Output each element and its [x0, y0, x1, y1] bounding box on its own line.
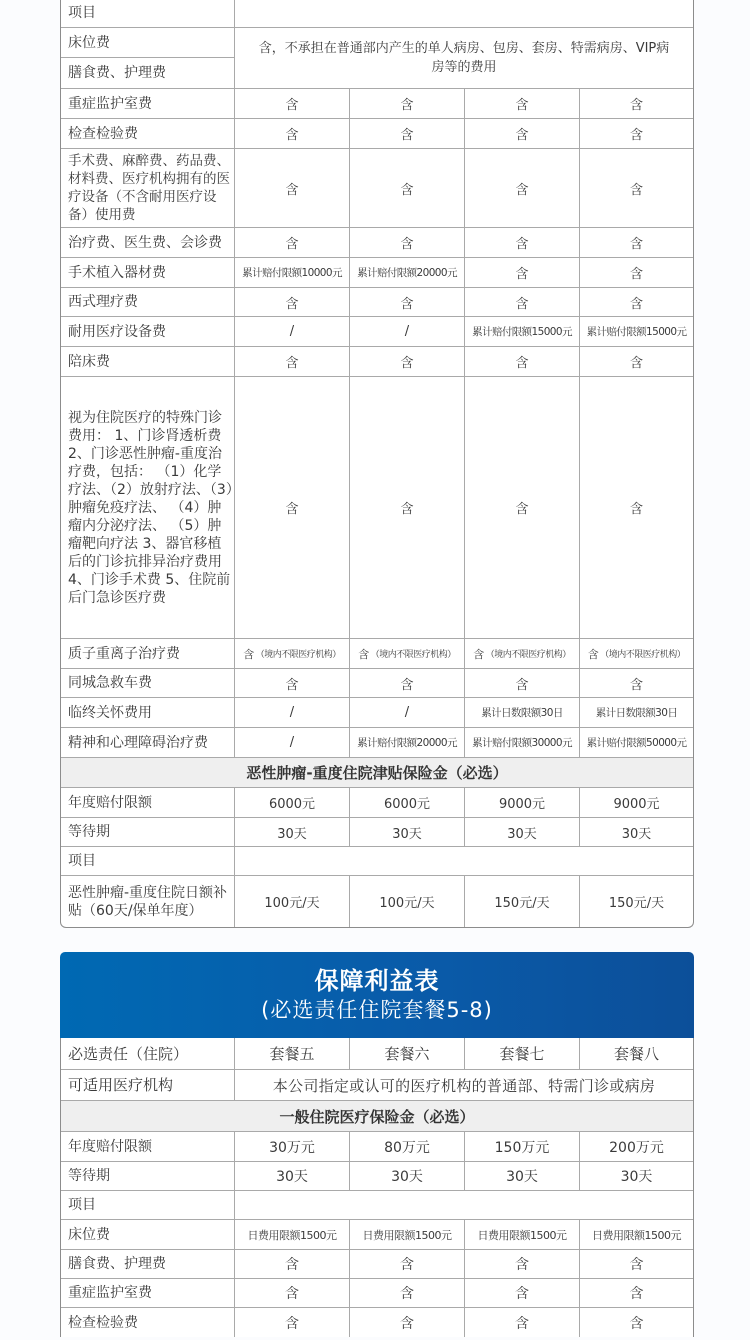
- value-cell: 日费用限额1500元: [464, 1220, 579, 1249]
- value-cell: 含: [464, 119, 579, 148]
- row-label: 等待期: [68, 1168, 110, 1184]
- value-cell: 含: [349, 288, 464, 316]
- value-cell: 含: [579, 377, 693, 638]
- section-header-row: [61, 758, 693, 788]
- value-cell: 含: [579, 669, 693, 697]
- benefit-table-banner: [60, 952, 694, 1038]
- value-cell: 含: [234, 1308, 349, 1337]
- table-row: [61, 258, 693, 288]
- value-cell: 80万元: [349, 1132, 464, 1161]
- value-cell: 含: [464, 1308, 579, 1337]
- table-row: [61, 119, 693, 149]
- institution-text: 本公司指定或认可的医疗机构的普通部、特需门诊或病房: [234, 1070, 693, 1100]
- row-label: 年度赔付限额: [68, 1138, 152, 1155]
- value-cell: 含: [349, 669, 464, 697]
- row-label: 耐用医疗设备费: [68, 323, 166, 340]
- table-row: [61, 1191, 693, 1220]
- value-text: 含: [587, 647, 599, 661]
- value-note: （境内不限医疗机构）: [255, 650, 341, 660]
- value-cell: 含: [349, 347, 464, 376]
- value-cell: 日费用限额1500元: [349, 1220, 464, 1249]
- section-header-row: [61, 1101, 693, 1132]
- value-cell: 含: [579, 119, 693, 148]
- row-label: 恶性肿瘤-重度住院日额补贴（60天/保单年度）: [68, 884, 228, 919]
- row-label: 重症监护室费: [68, 1285, 152, 1301]
- value-cell: 9000元: [464, 788, 579, 817]
- header-label: 必选责任（住院）: [68, 1044, 189, 1063]
- value-cell: 含: [464, 149, 579, 227]
- value-cell: 累计赔付限额30000元: [464, 728, 579, 757]
- row-label: 临终关怀费用: [68, 704, 152, 721]
- value-cell: 6000元: [234, 788, 349, 817]
- row-label: 同城急救车费: [68, 675, 152, 691]
- table-header-row: [61, 1038, 693, 1070]
- value-cell: 含: [234, 347, 349, 376]
- table-row: [61, 1070, 693, 1101]
- value-cell: 150万元: [464, 1132, 579, 1161]
- row-label: 可适用医疗机构: [68, 1076, 174, 1094]
- row-label: 床位费: [68, 1226, 110, 1243]
- table-row: [61, 1162, 693, 1191]
- table-row: [61, 1308, 693, 1337]
- row-label: 手术费、麻醉费、药品费、材料费、医疗机构拥有的医疗设备（不含耐用医疗设备）使用费: [68, 153, 230, 223]
- merged-cell-text: 含，不承担在普通部内产生的单人病房、包房、套房、特需病房、VIP病房等的费用: [234, 28, 693, 88]
- banner-title: 保障利益表: [314, 967, 440, 995]
- table-row: [61, 1220, 693, 1250]
- value-cell: 含: [234, 669, 349, 697]
- value-cell: [579, 639, 693, 668]
- value-cell: 9000元: [579, 788, 693, 817]
- row-label: 质子重离子治疗费: [68, 645, 180, 662]
- table-row: [61, 1250, 693, 1279]
- merged-cell: [234, 847, 693, 875]
- table-row: [61, 818, 693, 847]
- value-text: 含: [473, 647, 484, 661]
- table-row: [61, 876, 693, 927]
- benefit-table-continued: [60, 0, 694, 928]
- merged-cell: [234, 0, 693, 27]
- table-row: [61, 1279, 693, 1308]
- value-cell: 30天: [464, 1162, 579, 1190]
- value-cell: 累计日数限额30日: [579, 698, 693, 727]
- value-cell: 含: [349, 89, 464, 118]
- plan-header: 套餐七: [464, 1038, 579, 1069]
- value-cell: [464, 639, 579, 668]
- banner-subtitle: (必选责任住院套餐5-8): [261, 998, 493, 1022]
- value-cell: 30天: [349, 818, 464, 846]
- value-cell: 100元/天: [349, 876, 464, 927]
- value-cell: 含: [579, 347, 693, 376]
- row-label: 手术植入器材费: [68, 264, 166, 281]
- value-cell: 含: [234, 228, 349, 257]
- value-cell: 含: [464, 228, 579, 257]
- row-label: 陪床费: [68, 353, 110, 370]
- value-cell: 含: [234, 119, 349, 148]
- table-row: [61, 1132, 693, 1162]
- value-cell: 含: [234, 89, 349, 118]
- row-label: 膳食费、护理费: [68, 1256, 166, 1272]
- table-row: [61, 347, 693, 377]
- value-cell: 含: [464, 89, 579, 118]
- row-label: 检查检验费: [68, 1314, 138, 1331]
- table-row: [61, 728, 693, 758]
- value-cell: 30天: [579, 1162, 693, 1190]
- value-note: （境内不限医疗机构）: [485, 650, 571, 660]
- value-cell: 累计赔付限额15000元: [579, 317, 693, 346]
- value-cell: 含: [349, 149, 464, 227]
- table-row: [61, 788, 693, 818]
- value-cell: /: [234, 698, 349, 727]
- table-row: [61, 149, 693, 228]
- row-label: 检查检验费: [68, 125, 138, 142]
- value-cell: 含: [464, 1250, 579, 1278]
- value-cell: 30天: [234, 1162, 349, 1190]
- row-label: 项目: [68, 853, 96, 869]
- value-cell: 含: [464, 288, 579, 316]
- value-cell: 累计赔付限额50000元: [579, 728, 693, 757]
- value-cell: /: [349, 317, 464, 346]
- value-note: （境内不限医疗机构）: [600, 650, 686, 660]
- value-text: 含: [243, 647, 254, 661]
- value-cell: 含: [349, 1308, 464, 1337]
- value-cell: 30万元: [234, 1132, 349, 1161]
- plan-header: 套餐六: [349, 1038, 464, 1069]
- table-row: [61, 847, 693, 876]
- row-label: 项目: [68, 4, 96, 21]
- value-cell: 150元/天: [579, 876, 693, 927]
- value-cell: 含: [349, 119, 464, 148]
- row-label: 膳食费、护理费: [68, 65, 166, 81]
- value-cell: 150元/天: [464, 876, 579, 927]
- value-cell: /: [234, 728, 349, 757]
- row-label: 精神和心理障碍治疗费: [68, 734, 208, 751]
- merged-cell: [234, 1191, 693, 1219]
- table-row: [61, 317, 693, 347]
- value-cell: 含: [579, 89, 693, 118]
- plan-header: 套餐八: [579, 1038, 693, 1069]
- value-cell: 累计赔付限额10000元: [234, 258, 349, 287]
- table-row: [61, 0, 693, 28]
- table-row: [61, 639, 693, 669]
- value-cell: 累计赔付限额15000元: [464, 317, 579, 346]
- value-cell: 30天: [464, 818, 579, 846]
- value-cell: 含: [579, 228, 693, 257]
- value-cell: 累计日数限额30日: [464, 698, 579, 727]
- value-cell: 30天: [349, 1162, 464, 1190]
- value-cell: 含: [234, 377, 349, 638]
- value-cell: 30天: [579, 818, 693, 846]
- value-cell: 含: [234, 1279, 349, 1307]
- value-cell: 含: [579, 1279, 693, 1307]
- table-row: [61, 228, 693, 258]
- row-label: 治疗费、医生费、会诊费: [68, 234, 222, 251]
- row-label: 视为住院医疗的特殊门诊费用： 1、门诊肾透析费 2、门诊恶性肿瘤-重度治疗费，包括： （1）化学疗法、（2）放射疗法、（3）肿瘤免疫疗法、 （4）肿瘤内分泌疗法、 （5）肿瘤靶向疗法 3、器官移植后的门诊抗排异治疗费用 4、门诊手术费 5、住院前后门急诊医疗费: [68, 409, 233, 606]
- table-row: [61, 669, 693, 698]
- row-label: 年度赔付限额: [68, 794, 152, 811]
- row-label: 项目: [68, 1197, 96, 1213]
- value-cell: 累计赔付限额20000元: [349, 258, 464, 287]
- value-cell: 含: [464, 347, 579, 376]
- value-cell: 含: [579, 149, 693, 227]
- value-cell: 6000元: [349, 788, 464, 817]
- value-cell: [234, 639, 349, 668]
- value-cell: 日费用限额1500元: [579, 1220, 693, 1249]
- row-label: 重症监护室费: [68, 95, 152, 112]
- value-cell: 200万元: [579, 1132, 693, 1161]
- table-row: [61, 698, 693, 728]
- value-text: 含: [358, 647, 369, 661]
- section-title: 一般住院医疗保险金（必选）: [61, 1101, 693, 1131]
- table-row-merged: [61, 28, 693, 89]
- value-cell: 30天: [234, 818, 349, 846]
- value-cell: 含: [234, 1250, 349, 1278]
- table-row: [61, 89, 693, 119]
- value-cell: 含: [349, 377, 464, 638]
- plan-header: 套餐五: [234, 1038, 349, 1069]
- value-cell: 累计赔付限额20000元: [349, 728, 464, 757]
- value-cell: 含: [579, 1250, 693, 1278]
- value-cell: 含: [464, 1279, 579, 1307]
- value-cell: 含: [579, 258, 693, 287]
- value-cell: 含: [234, 149, 349, 227]
- row-label: 等待期: [68, 824, 110, 840]
- benefit-table-plans-5-8: [60, 1038, 694, 1337]
- value-cell: 含: [464, 669, 579, 697]
- row-label: 床位费: [61, 28, 234, 58]
- value-cell: 含: [579, 288, 693, 316]
- value-cell: 含: [349, 1279, 464, 1307]
- value-note: （境内不限医疗机构）: [370, 650, 456, 660]
- value-cell: 日费用限额1500元: [234, 1220, 349, 1249]
- value-cell: 含: [464, 377, 579, 638]
- value-cell: 含: [234, 288, 349, 316]
- value-cell: 含: [464, 258, 579, 287]
- value-cell: /: [234, 317, 349, 346]
- value-cell: 含: [349, 1250, 464, 1278]
- section-title: 恶性肿瘤-重度住院津贴保险金（必选）: [61, 758, 693, 787]
- table-row: [61, 377, 693, 639]
- value-cell: [349, 639, 464, 668]
- value-cell: /: [349, 698, 464, 727]
- value-cell: 100元/天: [234, 876, 349, 927]
- table-row: [61, 288, 693, 317]
- value-cell: 含: [349, 228, 464, 257]
- value-cell: 含: [579, 1308, 693, 1337]
- row-label: 西式理疗费: [68, 294, 138, 310]
